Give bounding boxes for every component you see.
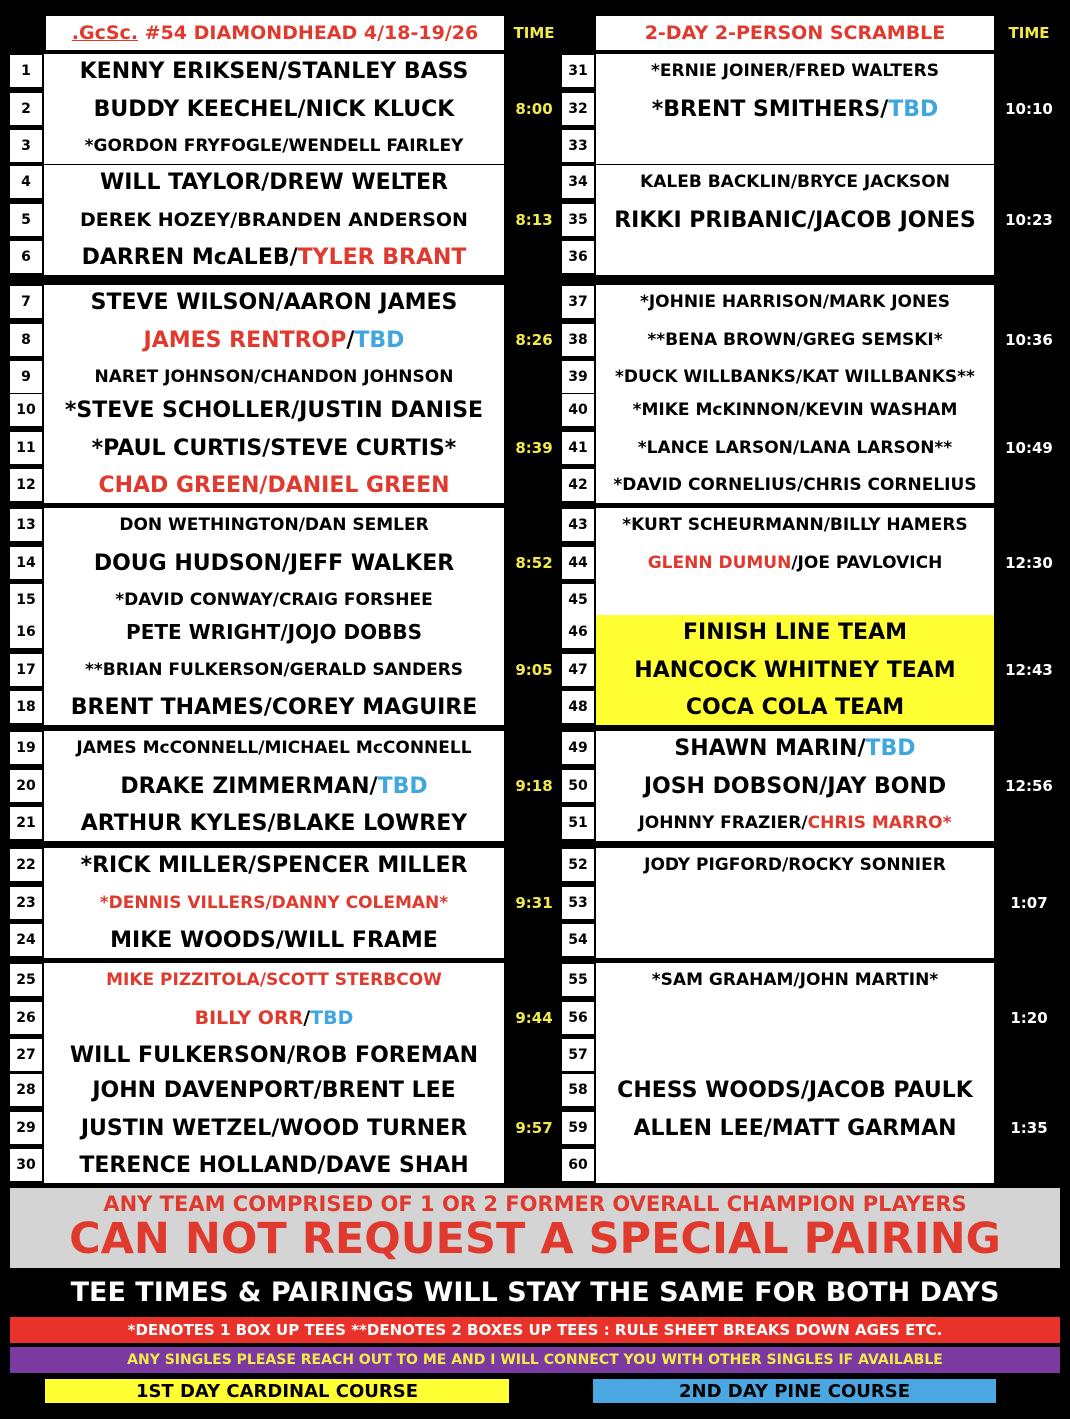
pairing-line: [596, 654, 994, 686]
tee-number: 25: [10, 964, 42, 996]
player-name: *STEVE SCHOLLER/JUSTIN DANISE: [64, 397, 484, 423]
player-name: JOHNNY FRAZIER/: [638, 813, 808, 833]
player-name: *DAVID CORNELIUS/CHRIS CORNELIUS: [613, 475, 977, 495]
player-name: DON WETHINGTON/DAN SEMLER: [119, 515, 429, 535]
player-name: SHAWN MARIN/: [674, 735, 866, 761]
tee-number: 45: [562, 584, 594, 616]
tee-time: 12:30: [1005, 554, 1053, 572]
tee-time: 10:10: [1005, 100, 1053, 118]
tee-number: 15: [10, 584, 42, 616]
tee-number: 31: [562, 55, 594, 87]
tee-number: 50: [562, 770, 594, 802]
tee-number: 60: [562, 1149, 594, 1181]
tee-group: [596, 848, 994, 958]
tee-number: 49: [562, 732, 594, 764]
pairing-line: [44, 1074, 504, 1106]
tee-number: 46: [562, 616, 594, 648]
pairing-line: [596, 509, 994, 541]
pairing-line: [44, 130, 504, 162]
tee-number: 40: [562, 394, 594, 426]
tee-time: 10:36: [1005, 331, 1053, 349]
pairing-line: [596, 324, 994, 356]
pairing-line: [596, 1002, 994, 1034]
player-name: *PAUL CURTIS/STEVE CURTIS*: [91, 435, 457, 461]
pairing-line: [596, 547, 994, 579]
player-name: *DAVID CONWAY/CRAIG FORSHEE: [115, 590, 433, 610]
tee-number: 33: [562, 130, 594, 162]
tee-number: 19: [10, 732, 42, 764]
player-name: **BENA BROWN/GREG SEMSKI*: [647, 330, 943, 350]
pairing-line: [44, 616, 504, 648]
tee-number: 37: [562, 286, 594, 318]
pairing-line: [596, 691, 994, 723]
tee-group: [44, 508, 504, 618]
player-name: *MIKE McKINNON/KEVIN WASHAM: [632, 400, 958, 420]
tee-time: 8:00: [515, 100, 553, 118]
tee-group: [596, 615, 994, 725]
tee-number: 42: [562, 469, 594, 501]
pairing-line: [596, 130, 994, 162]
tee-group: [44, 848, 504, 958]
tee-number: 35: [562, 204, 594, 236]
player-name: /: [346, 327, 355, 353]
player-name: *DUCK WILLBANKS/KAT WILLBANKS**: [615, 367, 975, 387]
tee-group: [44, 285, 504, 395]
tee-number: 57: [562, 1039, 594, 1071]
player-name: *LANCE LARSON/LANA LARSON**: [637, 438, 953, 458]
player-name: CHRIS MARRO*: [807, 813, 952, 833]
pairing-line: [596, 93, 994, 125]
club-abbrev: .GcSc.: [71, 22, 139, 44]
tee-number: 24: [10, 924, 42, 956]
player-name: DEREK HOZEY/BRANDEN ANDERSON: [80, 209, 468, 231]
pairing-line: [596, 1074, 994, 1106]
player-name: BILLY ORR: [194, 1007, 304, 1029]
player-name: /JOE PAVLOVICH: [791, 553, 943, 573]
player-name: JAMES RENTROP: [143, 327, 347, 353]
player-name: *SAM GRAHAM/JOHN MARTIN*: [651, 970, 939, 990]
player-name: MIKE PIZZITOLA/SCOTT STERBCOW: [106, 970, 442, 990]
tee-number: 27: [10, 1039, 42, 1071]
pairing-line: [596, 55, 994, 87]
player-name: KALEB BACKLIN/BRYCE JACKSON: [640, 172, 950, 192]
tee-number: 56: [562, 1002, 594, 1034]
pairing-line: [44, 547, 504, 579]
tee-group: [596, 285, 994, 395]
tee-group: [44, 1073, 504, 1183]
tee-time: 9:31: [515, 894, 553, 912]
pairing-line: [44, 361, 504, 393]
tee-number: 52: [562, 849, 594, 881]
player-name: STEVE WILSON/AARON JAMES: [90, 289, 458, 315]
pairing-line: [44, 1149, 504, 1181]
tee-number: 34: [562, 166, 594, 198]
pairing-line: [44, 1039, 504, 1071]
pairing-line: [596, 887, 994, 919]
player-name: *ERNIE JOINER/FRED WALTERS: [651, 61, 939, 81]
tee-number: 23: [10, 887, 42, 919]
tee-group: [44, 731, 504, 841]
tee-group: [596, 393, 994, 503]
pairing-line: [596, 286, 994, 318]
tee-number: 20: [10, 770, 42, 802]
player-name: DRAKE ZIMMERMAN/: [120, 773, 378, 799]
tee-number: 41: [562, 432, 594, 464]
tee-number: 26: [10, 1002, 42, 1034]
tee-number: 2: [10, 93, 42, 125]
player-name: JOSH DOBSON/JAY BOND: [643, 773, 947, 799]
pairing-line: [44, 691, 504, 723]
tee-number: 6: [10, 241, 42, 273]
tee-number: 14: [10, 547, 42, 579]
tbd-label: TBD: [377, 773, 428, 799]
tee-time: 1:35: [1010, 1119, 1048, 1137]
player-name: /: [303, 1007, 311, 1029]
format-name: 2-DAY 2-PERSON SCRAMBLE: [644, 22, 946, 44]
left-time-header: TIME: [513, 24, 555, 42]
tee-number: 1: [10, 55, 42, 87]
tee-number: 38: [562, 324, 594, 356]
player-name: JOHN DAVENPORT/BRENT LEE: [92, 1077, 456, 1103]
pairing-line: [44, 469, 504, 501]
pairing-line: [44, 732, 504, 764]
player-name: JAMES McCONNELL/MICHAEL McCONNELL: [76, 738, 472, 758]
tee-time: 8:39: [515, 439, 553, 457]
event-title: [46, 16, 504, 50]
pairing-line: [596, 964, 994, 996]
player-name: *JOHNIE HARRISON/MARK JONES: [639, 292, 951, 312]
player-name: BRENT THAMES/COREY MAGUIRE: [70, 694, 478, 720]
pairing-line: [44, 241, 504, 273]
pairing-line: [596, 1112, 994, 1144]
player-name: FINISH LINE TEAM: [683, 619, 907, 645]
tee-number: 48: [562, 691, 594, 723]
denotes-legend: *DENOTES 1 BOX UP TEES **DENOTES 2 BOXES UP TEES : RULE SHEET BREAKS DOWN AGES ETC.: [10, 1317, 1060, 1343]
tee-number: 47: [562, 654, 594, 686]
tee-group: [44, 393, 504, 503]
player-name: *RICK MILLER/SPENCER MILLER: [80, 852, 468, 878]
player-name: NARET JOHNSON/CHANDON JOHNSON: [94, 367, 454, 387]
tee-number: 5: [10, 204, 42, 236]
tee-number: 53: [562, 887, 594, 919]
tee-number: 43: [562, 509, 594, 541]
tee-number: 39: [562, 361, 594, 393]
tee-number: 13: [10, 509, 42, 541]
tee-time: 9:57: [515, 1119, 553, 1137]
pairing-line: [596, 1039, 994, 1071]
tee-number: 16: [10, 616, 42, 648]
pairing-line: [44, 93, 504, 125]
player-name: HANCOCK WHITNEY TEAM: [634, 657, 956, 683]
pairing-line: [596, 361, 994, 393]
pairing-line: [596, 166, 994, 198]
tee-number: 51: [562, 807, 594, 839]
tee-group: [596, 508, 994, 618]
tee-number: 8: [10, 324, 42, 356]
pairing-line: [596, 732, 994, 764]
tee-group: [596, 1073, 994, 1183]
tee-time: 1:07: [1010, 894, 1048, 912]
tee-number: 21: [10, 807, 42, 839]
player-name: *BRENT SMITHERS/: [651, 96, 889, 122]
pairing-line: [596, 204, 994, 236]
pairing-line: [44, 324, 504, 356]
player-name: TYLER BRANT: [297, 244, 467, 270]
player-name: BUDDY KEECHEL/NICK KLUCK: [93, 96, 455, 122]
pairing-line: [44, 807, 504, 839]
tee-time: 1:20: [1010, 1009, 1048, 1027]
player-name: *GORDON FRYFOGLE/WENDELL FAIRLEY: [84, 136, 464, 156]
tbd-label: TBD: [354, 327, 405, 353]
player-name: **BRIAN FULKERSON/GERALD SANDERS: [84, 660, 464, 680]
tee-group: [44, 615, 504, 725]
tee-number: 12: [10, 469, 42, 501]
tee-number: 28: [10, 1074, 42, 1106]
pairing-line: [44, 432, 504, 464]
player-name: DARREN McALEB/: [81, 244, 298, 270]
pairing-line: [44, 584, 504, 616]
player-name: DOUG HUDSON/JEFF WALKER: [93, 550, 455, 576]
player-name: WILL TAYLOR/DREW WELTER: [99, 169, 448, 195]
tee-group: [44, 165, 504, 275]
player-name: COCA COLA TEAM: [685, 694, 905, 720]
tee-number: 44: [562, 547, 594, 579]
tee-number: 9: [10, 361, 42, 393]
pairing-line: [44, 770, 504, 802]
tbd-label: TBD: [888, 96, 939, 122]
pairing-line: [44, 924, 504, 956]
pairing-line: [596, 1149, 994, 1181]
tee-group: [596, 963, 994, 1073]
tee-number: 11: [10, 432, 42, 464]
player-name: MIKE WOODS/WILL FRAME: [110, 927, 438, 953]
tee-number: 30: [10, 1149, 42, 1181]
tee-number: 17: [10, 654, 42, 686]
day1-course: 1ST DAY CARDINAL COURSE: [45, 1379, 509, 1403]
pairing-line: [44, 887, 504, 919]
pairing-line: [44, 1002, 504, 1034]
tee-group: [44, 963, 504, 1073]
tee-number: 22: [10, 849, 42, 881]
pairing-line: [44, 654, 504, 686]
tee-time: 10:49: [1005, 439, 1053, 457]
player-name: ARTHUR KYLES/BLAKE LOWREY: [80, 810, 468, 836]
tee-group: [596, 165, 994, 275]
pairing-line: [596, 849, 994, 881]
pairing-line: [44, 204, 504, 236]
champion-notice: [10, 1188, 1060, 1268]
tee-time: 8:26: [515, 331, 553, 349]
player-name: *KURT SCHEURMANN/BILLY HAMERS: [622, 515, 968, 535]
pairing-line: [44, 286, 504, 318]
tee-number: 55: [562, 964, 594, 996]
pairing-line: [44, 394, 504, 426]
tee-group: [596, 731, 994, 841]
player-name: WILL FULKERSON/ROB FOREMAN: [69, 1042, 479, 1068]
singles-notice: ANY SINGLES PLEASE REACH OUT TO ME AND I WILL CONNECT YOU WITH OTHER SINGLES IF AVAILABLE: [10, 1347, 1060, 1373]
pairing-line: [596, 584, 994, 616]
player-name: JODY PIGFORD/ROCKY SONNIER: [644, 855, 946, 875]
tee-group: [44, 54, 504, 164]
player-name: RIKKI PRIBANIC/JACOB JONES: [614, 207, 976, 233]
pairing-line: [596, 924, 994, 956]
player-name: CHAD GREEN/DANIEL GREEN: [98, 472, 450, 498]
tee-time: 10:23: [1005, 211, 1053, 229]
tee-number: 58: [562, 1074, 594, 1106]
tee-number: 54: [562, 924, 594, 956]
tee-time: 12:43: [1005, 661, 1053, 679]
pairing-line: [44, 964, 504, 996]
tee-number: 18: [10, 691, 42, 723]
champion-line: ANY TEAM COMPRISED OF 1 OR 2 FORMER OVERALL CHAMPION PLAYERS: [103, 1192, 967, 1216]
format-title: [596, 16, 994, 50]
tee-times-notice: TEE TIMES & PAIRINGS WILL STAY THE SAME FOR BOTH DAYS: [70, 1277, 1000, 1308]
tee-number: 4: [10, 166, 42, 198]
player-name: KENNY ERIKSEN/STANLEY BASS: [79, 58, 469, 84]
tbd-label: TBD: [865, 735, 916, 761]
pairing-line: [44, 849, 504, 881]
tbd-label: TBD: [310, 1007, 354, 1029]
player-name: PETE WRIGHT/JOJO DOBBS: [126, 620, 422, 644]
day2-course: 2ND DAY PINE COURSE: [593, 1379, 996, 1403]
pairing-line: [44, 509, 504, 541]
pairing-line: [596, 807, 994, 839]
tee-number: 7: [10, 286, 42, 318]
tee-time: 12:56: [1005, 777, 1053, 795]
pairing-line: [596, 616, 994, 648]
pairing-line: [596, 432, 994, 464]
tee-number: 29: [10, 1112, 42, 1144]
tee-time: 8:13: [515, 211, 553, 229]
tee-time: 8:52: [515, 554, 553, 572]
pairing-line: [596, 394, 994, 426]
tee-number: 10: [10, 394, 42, 426]
tee-group: [596, 54, 994, 164]
tee-time: 9:05: [515, 661, 553, 679]
tee-time: 9:44: [515, 1009, 553, 1027]
pairing-line: [596, 241, 994, 273]
tee-time: 9:18: [515, 777, 553, 795]
pairing-line: [596, 770, 994, 802]
tee-number: 3: [10, 130, 42, 162]
tee-number: 36: [562, 241, 594, 273]
pairing-line: [596, 469, 994, 501]
pairing-line: [44, 1112, 504, 1144]
no-request-line: CAN NOT REQUEST A SPECIAL PAIRING: [69, 1214, 1001, 1264]
right-time-header: TIME: [1008, 24, 1050, 42]
player-name: *DENNIS VILLERS/DANNY COLEMAN*: [99, 893, 449, 913]
pairing-line: [44, 166, 504, 198]
player-name: GLENN DUMUN: [647, 553, 792, 573]
player-name: ALLEN LEE/MATT GARMAN: [633, 1115, 957, 1141]
tee-number: 32: [562, 93, 594, 125]
event-name: #54 DIAMONDHEAD 4/18-19/26: [144, 22, 479, 44]
pairing-line: [44, 55, 504, 87]
player-name: TERENCE HOLLAND/DAVE SHAH: [79, 1152, 469, 1178]
tee-number: 59: [562, 1112, 594, 1144]
player-name: CHESS WOODS/JACOB PAULK: [617, 1077, 973, 1103]
player-name: JUSTIN WETZEL/WOOD TURNER: [80, 1115, 468, 1141]
